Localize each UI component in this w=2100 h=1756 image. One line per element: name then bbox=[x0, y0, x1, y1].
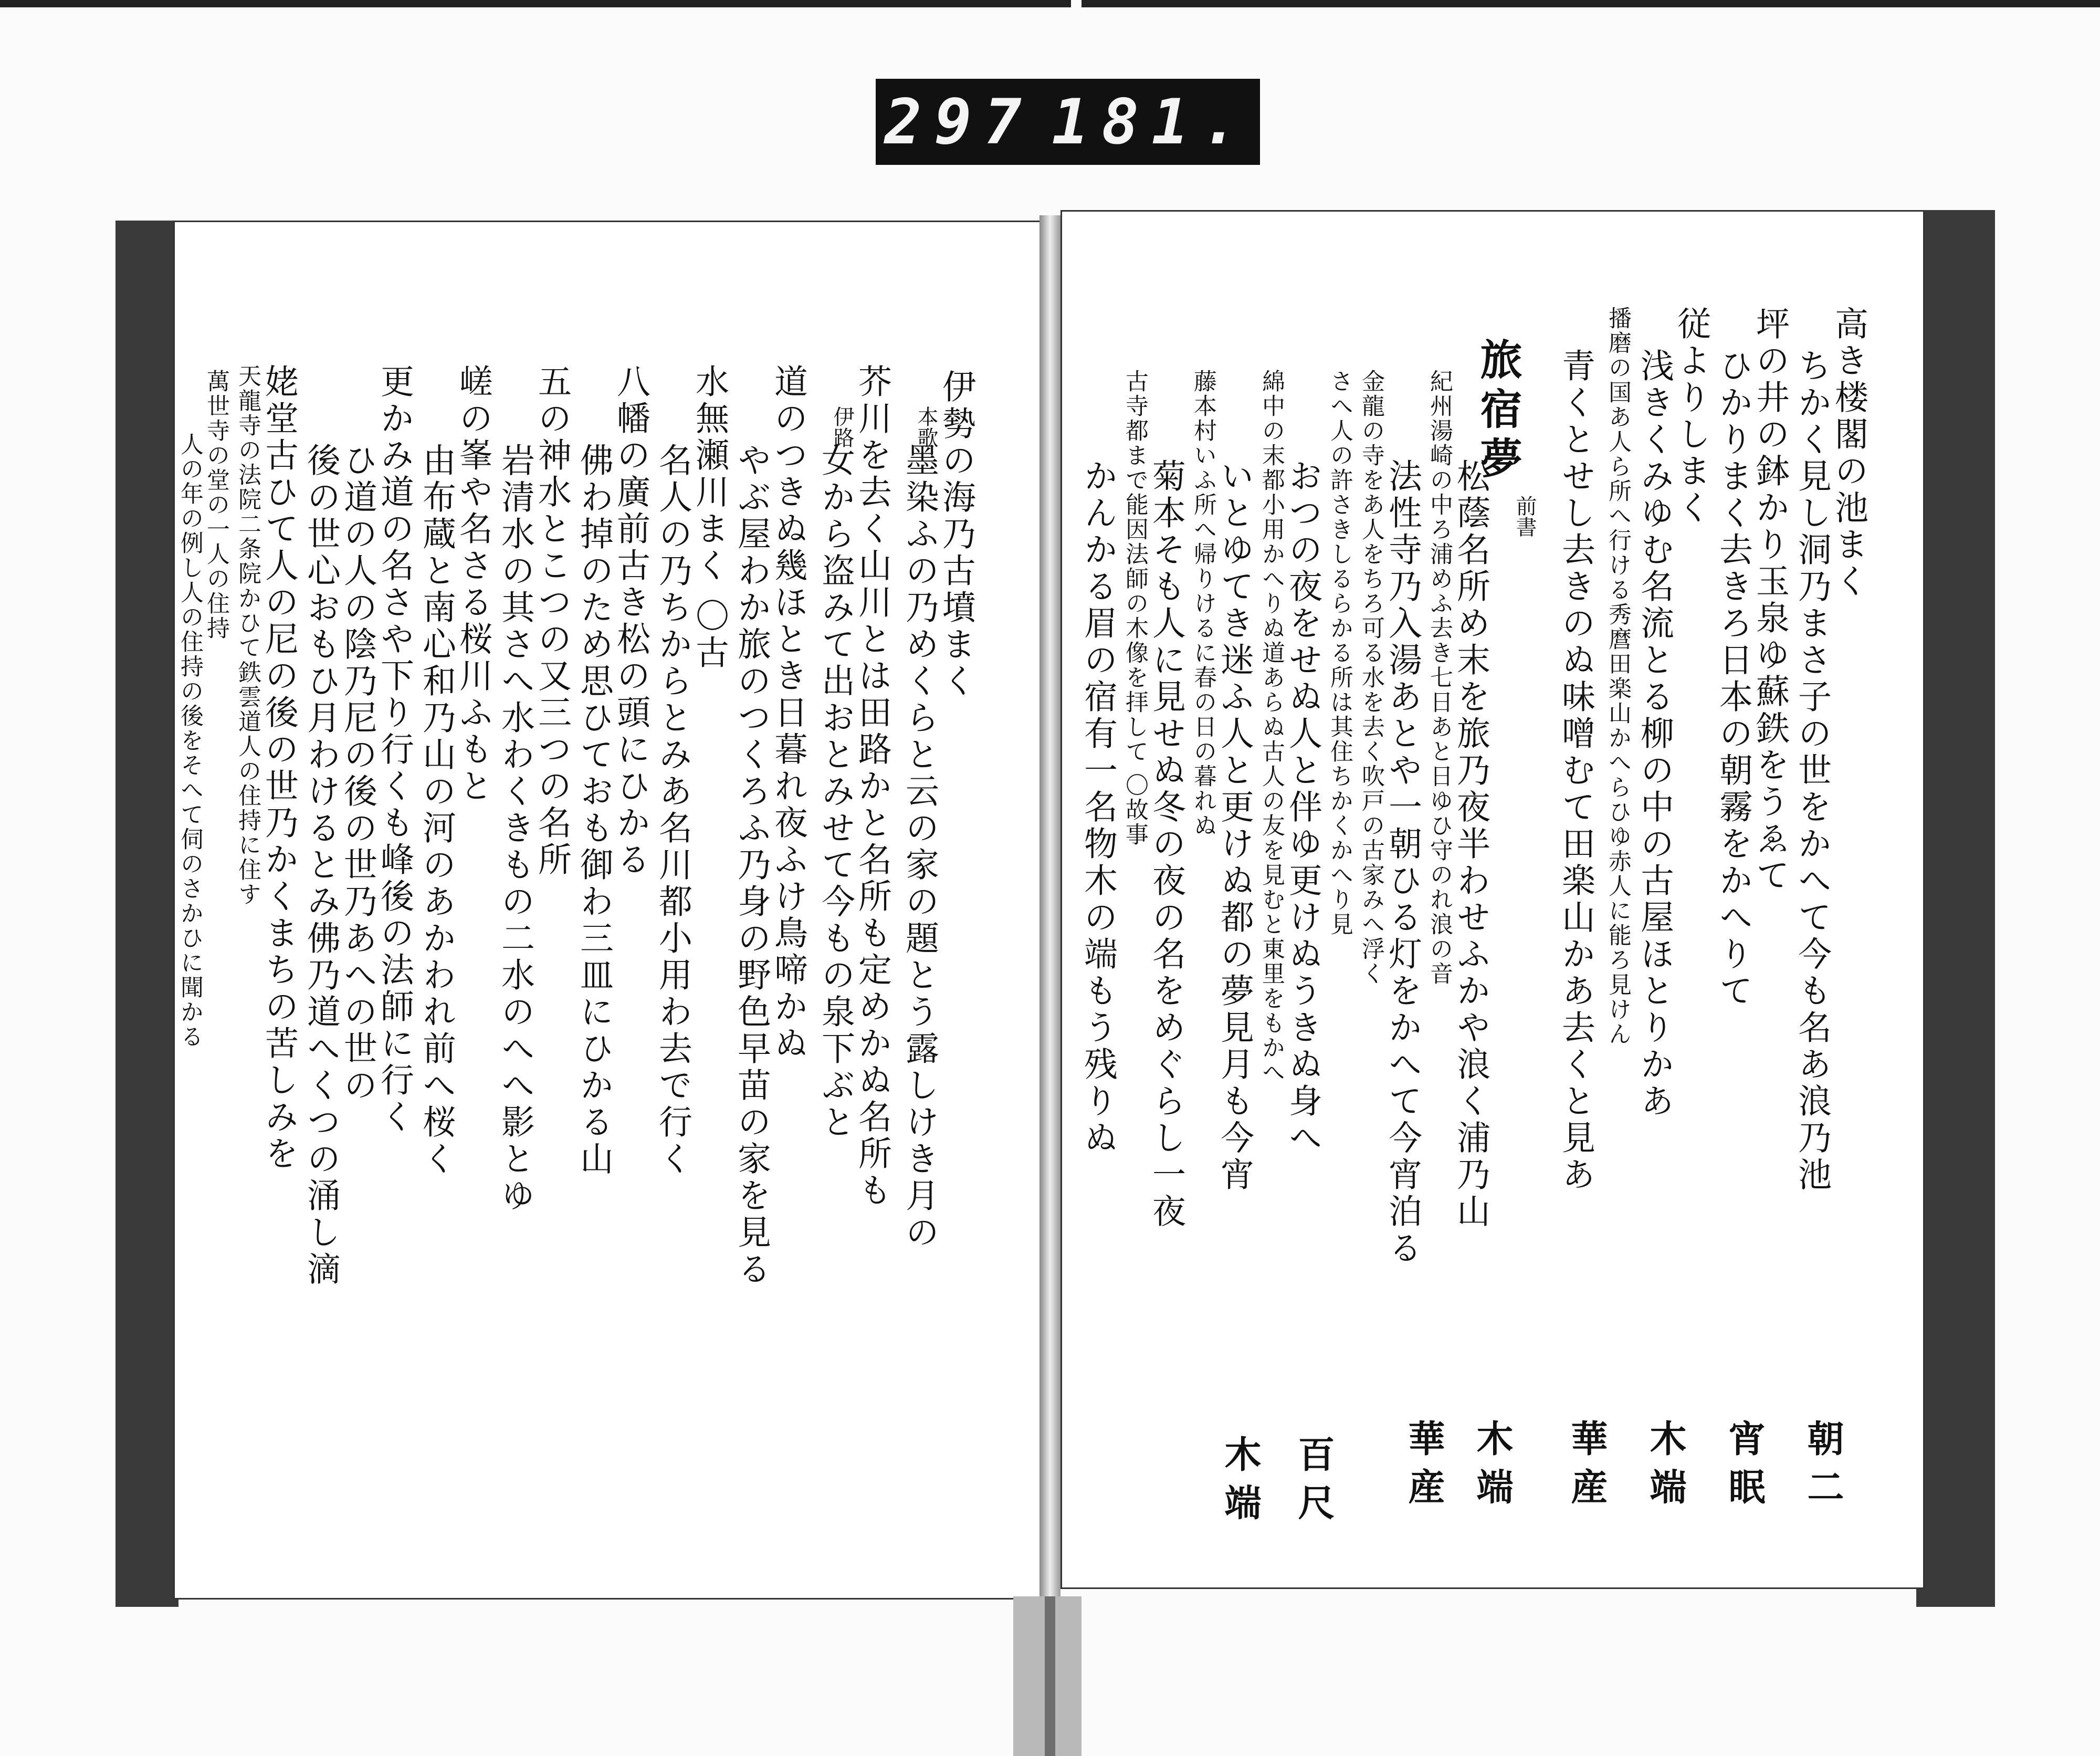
left-line-9: 八幡の廣前古き松の頭にひかる bbox=[611, 364, 650, 879]
right-section-line-10: 菊本そも人に見せぬ冬の夜の名をめぐらし一夜 bbox=[1147, 458, 1185, 1230]
right-line-7: 播磨の国あ人ら所へ行ける秀麿田楽山かへらひゆ赤人に能ろ見けん bbox=[1604, 306, 1631, 1047]
section-subtitle: 前書 bbox=[1513, 495, 1537, 537]
scan-top-line-left bbox=[0, 0, 1071, 7]
right-line-2: ちかく見し洞乃まさ子の世をかへて今も名あ浪乃池 bbox=[1792, 348, 1831, 1194]
right-line-1: 高き楼閣の池まく bbox=[1829, 306, 1868, 600]
author-6: 華産 bbox=[1402, 1419, 1446, 1516]
right-section-line-6: おつの夜をせぬ人と伴ゆ更けぬうきぬ身へ bbox=[1283, 458, 1322, 1157]
right-section-line-5: さへ人の許さきしるらかる所は其住ちかくかへり見 bbox=[1326, 369, 1353, 937]
left-line-4: 女から盗みて出おとみせて今もの泉下ぶと bbox=[816, 443, 855, 1141]
right-page-number: 181. bbox=[1052, 86, 1252, 158]
left-line-1: 伊勢の海乃古墳まく bbox=[937, 369, 975, 700]
right-line-8: 青くとせし去きのぬ味噌むて田楽山かあ去くと見あ bbox=[1556, 348, 1595, 1194]
left-line-7: 水無瀬川まく 〇古 bbox=[690, 364, 729, 672]
left-line-17: 後の世心おもひ月わけるとみ佛乃道へくつの涌し滴 bbox=[301, 443, 340, 1288]
left-line-2: 墨染ふの乃めくらと云の家の題とう露しけき月の bbox=[900, 443, 939, 1251]
right-section-line-4: 金龍の寺をあ人をちろ可る水を去く吹戸の古家みへ浮く bbox=[1358, 369, 1384, 986]
right-line-3: 坪の井の鉢かり玉泉ゆ蘇鉄をうゑて bbox=[1750, 306, 1789, 894]
left-line-14: 由布蔵と南心和乃山の河のあかわれ前へ桜く bbox=[417, 443, 456, 1178]
author-4: 華産 bbox=[1565, 1419, 1609, 1516]
scan-top-line-right bbox=[1082, 0, 2100, 7]
left-note-honka: 本歌 bbox=[914, 406, 938, 448]
left-line-16: ひ道の人の陰乃尼の後の世乃あへの世の bbox=[338, 443, 377, 1104]
open-book bbox=[116, 210, 2006, 1617]
author-1: 朝二 bbox=[1801, 1419, 1845, 1516]
book-spine-shadow bbox=[1045, 1596, 1055, 1756]
right-section-line-11: 古寺都まで能因法師の木像を拝して 〇故事 bbox=[1121, 369, 1148, 847]
left-note-iro: 伊路 bbox=[830, 406, 854, 448]
left-line-13: 嵯の峯や名さる桜川ふもと bbox=[454, 364, 492, 805]
left-line-20: 萬世寺の堂の一人の住持 bbox=[203, 369, 229, 641]
right-section-line-7: 綿中の末都小用かへりぬ道あらぬ古人の友を見むと東里をもかへ bbox=[1258, 369, 1285, 1085]
left-page-number: 297 bbox=[884, 86, 1034, 158]
author-2: 宵眠 bbox=[1723, 1419, 1766, 1516]
author-5: 木端 bbox=[1471, 1419, 1514, 1516]
right-section-line-9: 藤本村いふ所へ帰りけるに春の日の暮れぬ bbox=[1190, 369, 1216, 838]
right-section-line-8: いとゆてき迷ふ人と更けぬ都の夢見月も今宵 bbox=[1215, 458, 1254, 1194]
left-line-6: やぶ屋わか旅のつくろふ乃身の野色早苗の家を見る bbox=[732, 443, 771, 1288]
scan-number-label bbox=[876, 79, 1260, 165]
author-7: 百尺 bbox=[1292, 1435, 1336, 1532]
right-line-5: 従よりしまく bbox=[1672, 306, 1710, 527]
left-line-19: 天龍寺の法院二条院かひて鉄雲道人の住持に住す bbox=[234, 364, 261, 907]
right-line-6: 浅きくみゆむ名流とる柳の中の古屋ほとりかあ bbox=[1635, 348, 1674, 1120]
left-line-8: 名人の乃ちからとみあ名川都小用わ去で行く bbox=[653, 443, 692, 1178]
left-line-5: 道のつきぬ幾ほとき日暮れ夜ふけ鳥啼かぬ bbox=[769, 364, 807, 1062]
left-line-3: 芥川を去く山川とは田路かと名所も定めかぬ名所も bbox=[853, 364, 891, 1209]
left-page bbox=[173, 221, 1043, 1600]
left-line-10: 佛わ掉のため思ひておも御わ三皿にひかる山 bbox=[574, 443, 613, 1178]
author-3: 木端 bbox=[1644, 1419, 1687, 1516]
right-line-4: ひかりまく去きろ日本の朝霧をかへりて bbox=[1714, 348, 1752, 1010]
left-line-18: 姥堂古ひて人の尼の後の世乃かくまちの苦しみを bbox=[259, 364, 298, 1173]
author-8: 木端 bbox=[1219, 1435, 1262, 1532]
section-title: 旅宿夢 bbox=[1473, 338, 1522, 486]
left-line-12: 岩清水の其さへ水わくきもの二水のへへ影とゆ bbox=[496, 443, 534, 1215]
right-page bbox=[1060, 210, 1925, 1589]
right-section-line-1: 松蔭名所め末を旅乃夜半わせふかや浪く浦乃山 bbox=[1451, 458, 1490, 1230]
book-gutter bbox=[1040, 215, 1060, 1602]
right-page-edge bbox=[1916, 210, 1995, 1607]
right-section-line-3: 法性寺乃入湯あとや一朝ひる灯をかへて今宵泊る bbox=[1383, 458, 1422, 1267]
left-line-15: 更かみ道の名さや下り行くも峰後の法師に行く bbox=[375, 364, 414, 1136]
left-line-21: 人の年の例し人の住持の後をそへて伺のさかひに聞かる bbox=[176, 432, 203, 1049]
left-line-11: 五の神水とこつの又三つの名所 bbox=[532, 364, 571, 879]
left-page-edge bbox=[116, 221, 178, 1607]
right-section-line-12: かんかる眉の宿有一名物木の端もう残りぬ bbox=[1078, 458, 1117, 1157]
right-section-line-2: 紀州湯崎の中ろ浦めふ去き七日あと日ゆひ守のれ浪の音 bbox=[1426, 369, 1453, 986]
